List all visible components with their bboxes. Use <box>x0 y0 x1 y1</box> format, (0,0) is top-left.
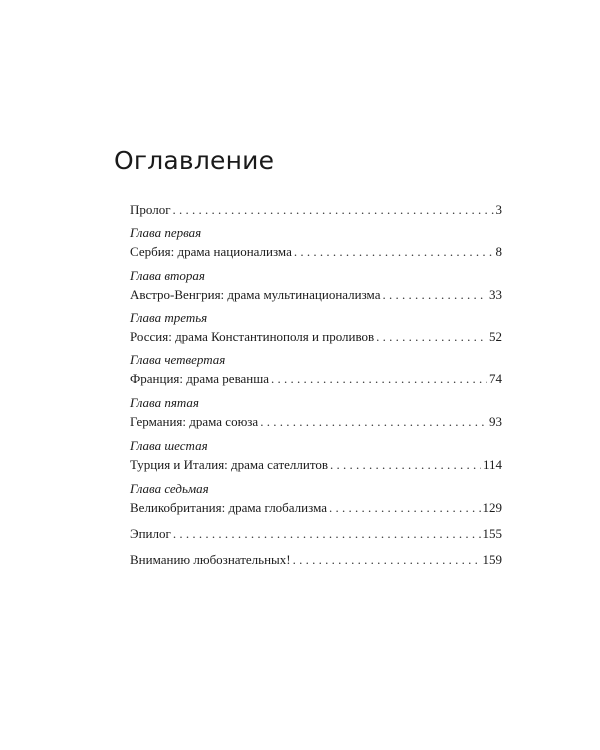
leader-dots <box>294 242 494 261</box>
toc-entry-title: Великобритания: драма глобализма <box>130 500 327 515</box>
toc-entry-title: Франция: драма реванша <box>130 371 270 386</box>
leader-dots <box>173 524 481 543</box>
toc-page-number: 8 <box>495 244 502 259</box>
toc-page-number: 74 <box>489 371 502 386</box>
chapter-label: Глава седьмая <box>130 481 209 496</box>
chapter-label: Глава шестая <box>130 438 208 453</box>
leader-dots <box>271 369 487 388</box>
toc-entry-title: Турция и Италия: драма сателлитов <box>130 457 328 472</box>
toc-page-number: 114 <box>482 457 502 472</box>
leader-dots <box>293 550 481 569</box>
toc-entry-epilogue[interactable] <box>130 524 502 543</box>
toc-entry-title: Вниманию любознательных! <box>130 552 291 567</box>
toc-entry-title: Сербия: драма национализма <box>130 244 292 259</box>
toc-entry-title: Австро-Венгрия: драма мультинационализма <box>130 287 381 302</box>
toc-entry-prologue[interactable] <box>130 200 502 219</box>
toc-page-number: 159 <box>482 552 502 567</box>
toc-entry-title: Эпилог <box>130 526 171 541</box>
toc-entry-chapter-6[interactable] <box>130 436 502 474</box>
toc-entry-title: Россия: драма Константинополя и проливов <box>130 329 375 344</box>
toc-entry-chapter-5[interactable] <box>130 393 502 431</box>
toc-page-number: 155 <box>482 526 502 541</box>
chapter-label: Глава четвертая <box>130 352 226 367</box>
leader-dots <box>330 455 481 474</box>
toc-entry-chapter-7[interactable] <box>130 479 502 517</box>
chapter-label: Глава третья <box>130 310 208 325</box>
toc-entry-chapter-1[interactable] <box>130 223 502 261</box>
toc-entry-chapter-4[interactable] <box>130 350 502 388</box>
leader-dots <box>376 327 487 346</box>
toc-page-number: 129 <box>482 500 502 515</box>
toc-page-number: 33 <box>489 287 502 302</box>
chapter-label: Глава вторая <box>130 268 205 283</box>
chapter-label: Глава первая <box>130 225 202 240</box>
toc-entry-chapter-3[interactable] <box>130 308 502 346</box>
chapter-label: Глава пятая <box>130 395 199 410</box>
toc-entry-title: Германия: драма союза <box>130 414 259 429</box>
toc-page-number: 93 <box>489 414 502 429</box>
leader-dots <box>260 412 487 431</box>
toc-page-number: 52 <box>489 329 502 344</box>
toc-page-number: 3 <box>495 202 502 217</box>
leader-dots <box>173 200 494 219</box>
toc-entry-chapter-2[interactable] <box>130 266 502 304</box>
toc-entry-title: Пролог <box>130 202 171 217</box>
toc-entry-for-the-curious[interactable] <box>130 550 502 569</box>
leader-dots <box>329 498 481 517</box>
leader-dots <box>382 285 487 304</box>
page-title: Оглавление <box>114 146 275 175</box>
